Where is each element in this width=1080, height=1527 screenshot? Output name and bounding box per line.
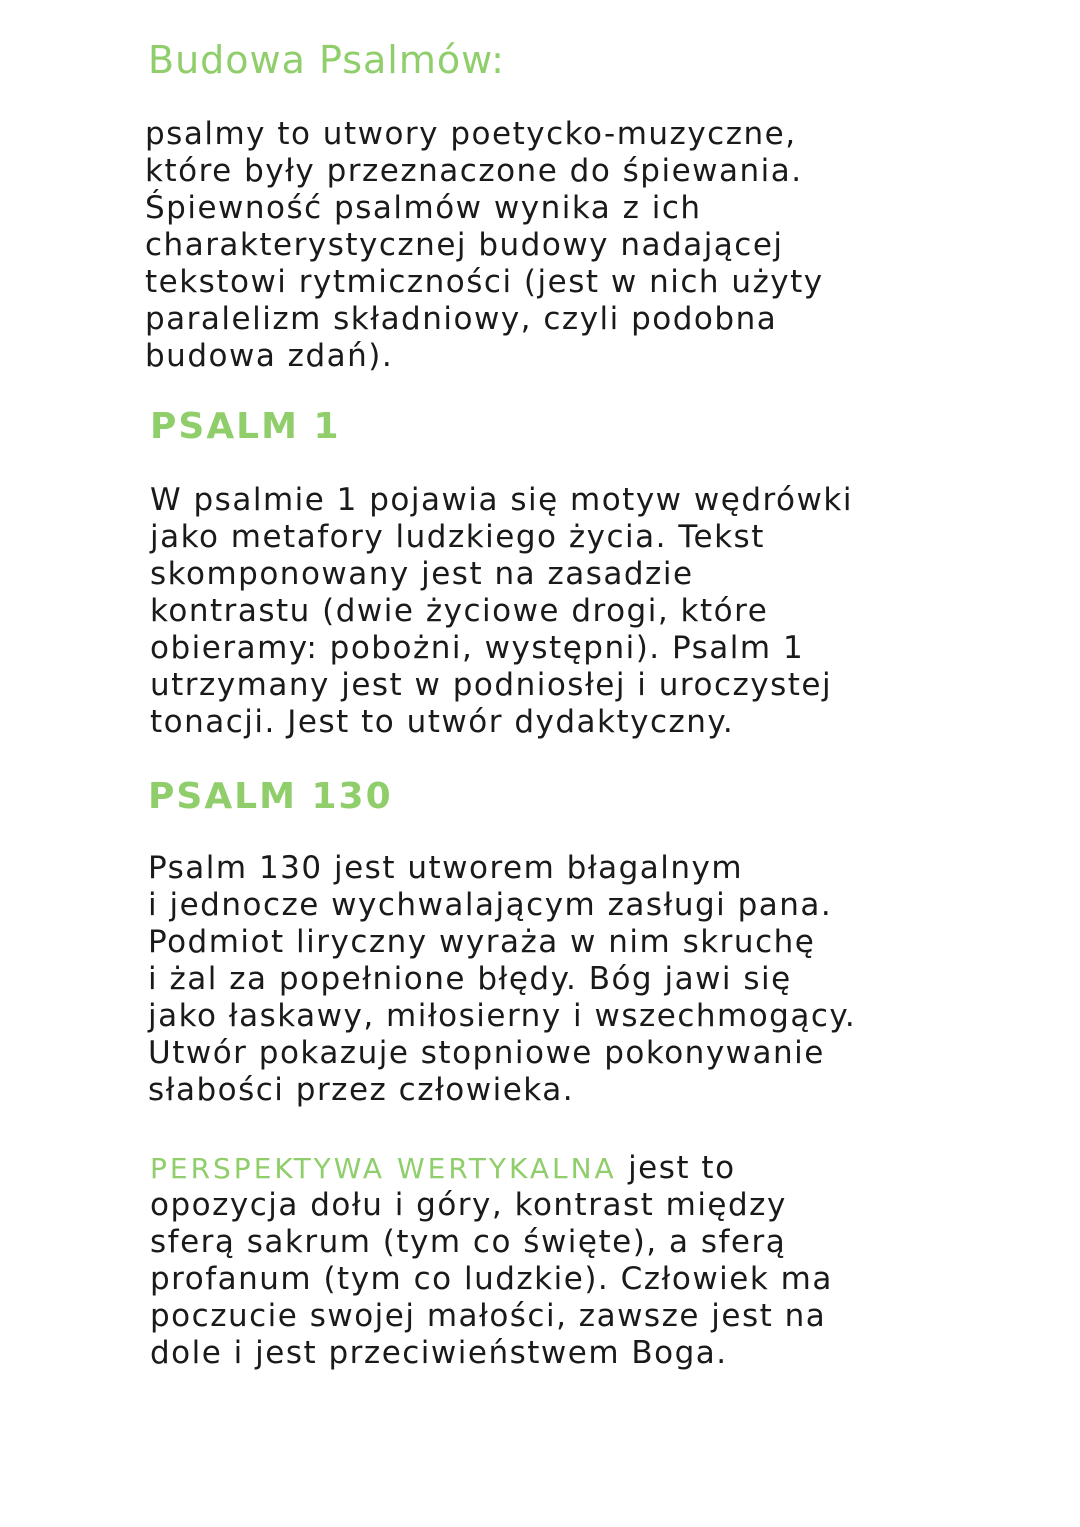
text-line: które były przeznaczone do śpiewania. <box>145 153 803 189</box>
perspective-paragraph <box>150 1150 833 1372</box>
text-line: poczucie swojej małości, zawsze jest na <box>150 1298 827 1334</box>
text-line: dole i jest przeciwieństwem Boga. <box>150 1335 728 1371</box>
text-line: psalmy to utwory poetycko-muzyczne, <box>145 116 797 152</box>
psalm-130-heading: PSALM 130 <box>148 776 393 817</box>
text-line: tonacji. Jest to utwór dydaktyczny. <box>150 704 735 740</box>
text-line: W psalmie 1 pojawia się motyw wędrówki <box>150 482 853 518</box>
text-line: skomponowany jest na zasadzie <box>150 556 694 592</box>
page-title: Budowa Psalmów: <box>148 38 505 82</box>
text-line: i jednocze wychwalającym zasługi pana. <box>148 887 833 923</box>
psalm-1-heading: PSALM 1 <box>150 406 341 447</box>
text-line: paralelizm składniowy, czyli podobna <box>145 301 778 337</box>
text-line: jako łaskawy, miłosierny i wszechmogący. <box>148 998 857 1034</box>
text-line: tekstowi rytmiczności (jest w nich użyty <box>145 264 824 300</box>
intro-paragraph <box>145 116 824 375</box>
psalm-1-paragraph <box>150 482 853 741</box>
text-line: Podmiot liryczny wyraża w nim skruchę <box>148 924 816 960</box>
text-line: Psalm 130 jest utworem błagalnym <box>148 850 744 886</box>
psalm-130-paragraph <box>148 850 856 1109</box>
text-line: utrzymany jest w podniosłej i uroczystej <box>150 667 833 703</box>
text-line: Śpiewność psalmów wynika z ich <box>145 190 702 226</box>
text-line: jako metafory ludzkiego życia. Tekst <box>150 519 765 555</box>
text-line: Utwór pokazuje stopniowe pokonywanie <box>148 1035 825 1071</box>
text-line: charakterystycznej budowy nadającej <box>145 227 784 263</box>
text-line: sferą sakrum (tym co święte), a sferą <box>150 1224 787 1260</box>
perspective-term: PERSPEKTYWA WERTYKALNA <box>150 1152 617 1185</box>
text-line: słabości przez człowieka. <box>148 1072 575 1108</box>
text-line: opozycja dołu i góry, kontrast między <box>150 1187 787 1223</box>
text-line: obieramy: pobożni, występni). Psalm 1 <box>150 630 805 666</box>
perspective-first-line-rest: jest to <box>616 1150 736 1186</box>
text-line: profanum (tym co ludzkie). Człowiek ma <box>150 1261 833 1297</box>
text-line-first <box>150 1150 833 1187</box>
text-line: i żal za popełnione błędy. Bóg jawi się <box>148 961 792 997</box>
text-line: kontrastu (dwie życiowe drogi, które <box>150 593 769 629</box>
text-line: budowa zdań). <box>145 338 394 374</box>
